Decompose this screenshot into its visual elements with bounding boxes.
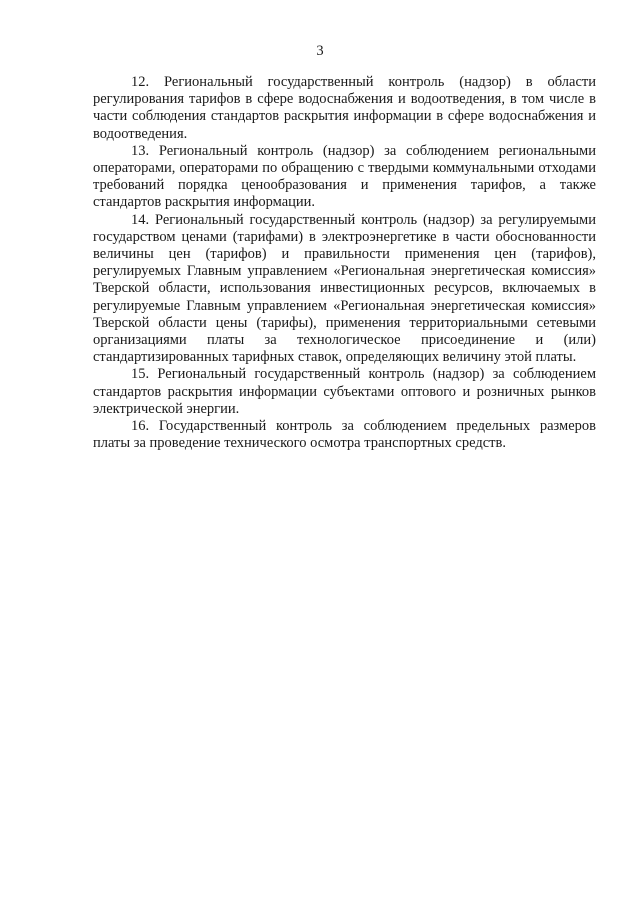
page-number: 3 (316, 43, 324, 59)
paragraph-item-14: 14. Региональный государственный контроль (надзор) за регулируемыми государством ценами (тарифами) в электроэнергетике в части обоснованности величины цен (тарифов) и правильности применения цен (тарифов), регулируемых Главным управлением «Региональная энергетическая комиссия» Тверской области, использования инвестиционных ресурсов, включаемых в регулируемые Главным управлением «Региональная энергетическая комиссия» Тверской области цены (тарифы), применения территориальными сетевыми организациями платы за технологическое присоединение и (или) стандартизированных тарифных ставок, определяющих величину этой платы. (93, 211, 596, 366)
paragraph-item-13: 13. Региональный контроль (надзор) за соблюдением региональными операторами, операторами по обращению с твердыми коммунальными отходами требований порядка ценообразования и применения тарифов, а также стандартов раскрытия информации. (93, 142, 596, 211)
document-body (93, 74, 596, 452)
paragraph-item-16: 16. Государственный контроль за соблюдением предельных размеров платы за проведение технического осмотра транспортных средств. (93, 418, 596, 452)
paragraph-item-12: 12. Региональный государственный контроль (надзор) в области регулирования тарифов в сфере водоснабжения и водоотведения, в том числе в части соблюдения стандартов раскрытия информации в сфере водоснабжения и водоотведения. (93, 74, 596, 142)
paragraph-item-15: 15. Региональный государственный контроль (надзор) за соблюдением стандартов раскрытия информации субъектами оптового и розничных рынков электрической энергии. (93, 366, 596, 417)
